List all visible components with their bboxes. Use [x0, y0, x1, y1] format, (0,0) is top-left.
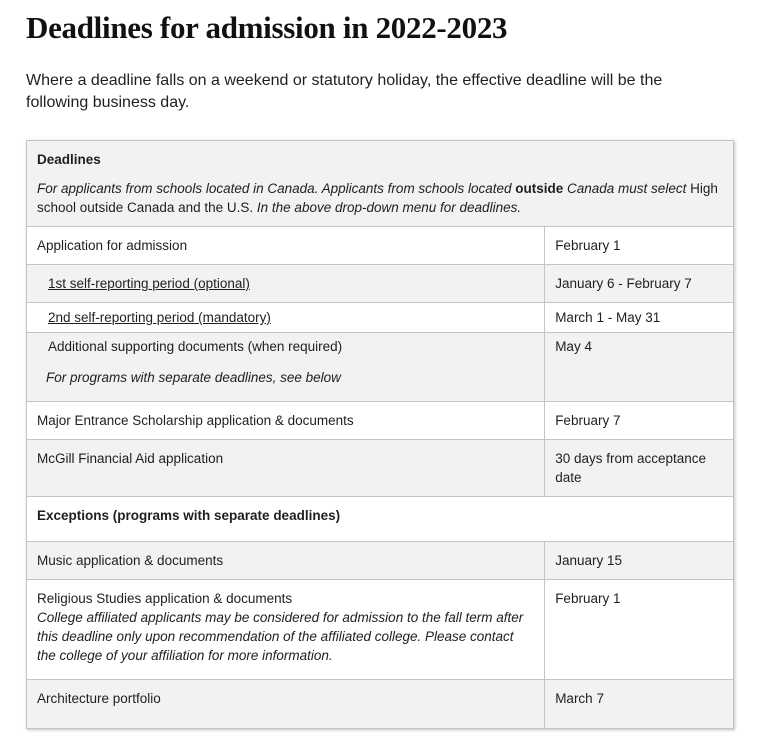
header-note-part-1: For applicants from schools located in Canada. Applicants from schools located: [37, 181, 516, 196]
row-label: McGill Financial Aid application: [27, 440, 545, 497]
table-row: [27, 402, 734, 440]
page-title: Deadlines for admission in 2022-2023: [26, 10, 508, 45]
row-label-cell: [27, 265, 545, 303]
row-label: Architecture portfolio: [27, 680, 545, 729]
table-row: [27, 542, 734, 580]
table-row: [27, 265, 734, 303]
row-date: May 4: [545, 333, 734, 402]
row-date: February 1: [545, 580, 734, 680]
table-header-note: [37, 179, 723, 217]
table-row: [27, 440, 734, 497]
table-header-label: Deadlines: [37, 152, 101, 167]
row-date: February 1: [545, 227, 734, 265]
table-header-cell: [27, 141, 734, 227]
row-label-cell: [27, 333, 545, 402]
table-row: [27, 303, 734, 333]
header-note-outside: outside: [515, 181, 564, 196]
row-label-cell: [27, 580, 545, 680]
second-self-reporting-link[interactable]: 2nd self-reporting period (mandatory): [48, 310, 271, 325]
exceptions-header: Exceptions (programs with separate deadlines): [27, 497, 734, 542]
table-row: [27, 580, 734, 680]
table-header-row: [27, 141, 734, 227]
row-label: Additional supporting documents (when required): [48, 339, 343, 354]
row-date: March 1 - May 31: [545, 303, 734, 333]
row-label: Application for admission: [27, 227, 545, 265]
header-note-part-2: Canada must select: [563, 181, 691, 196]
header-note-option: High school outside Canada and the U.S.: [37, 181, 718, 215]
row-label-cell: [27, 303, 545, 333]
exceptions-header-row: [27, 497, 734, 542]
deadlines-table: [26, 140, 734, 729]
row-note: For programs with separate deadlines, see below: [46, 370, 341, 385]
row-date: February 7: [545, 402, 734, 440]
intro-text: Where a deadline falls on a weekend or statutory holiday, the effective deadline will be the following business day.: [26, 72, 663, 111]
row-date: January 6 - February 7: [545, 265, 734, 303]
row-note: College affiliated applicants may be considered for admission to the fall term after this deadline only upon recommendation of the affiliated college. Please contact the college of your affiliation for more information.: [37, 610, 524, 663]
row-date: March 7: [545, 680, 734, 729]
row-date: 30 days from acceptance date: [545, 440, 734, 497]
row-label: Major Entrance Scholarship application & documents: [27, 402, 545, 440]
header-note-part-3: In the above drop-down menu for deadlines.: [253, 200, 522, 215]
row-label: Music application & documents: [27, 542, 545, 580]
table-row: [27, 333, 734, 402]
table-row: [27, 227, 734, 265]
row-label: Religious Studies application & documents: [37, 591, 293, 606]
first-self-reporting-link[interactable]: 1st self-reporting period (optional): [48, 276, 250, 291]
row-date: January 15: [545, 542, 734, 580]
table-row: [27, 680, 734, 729]
